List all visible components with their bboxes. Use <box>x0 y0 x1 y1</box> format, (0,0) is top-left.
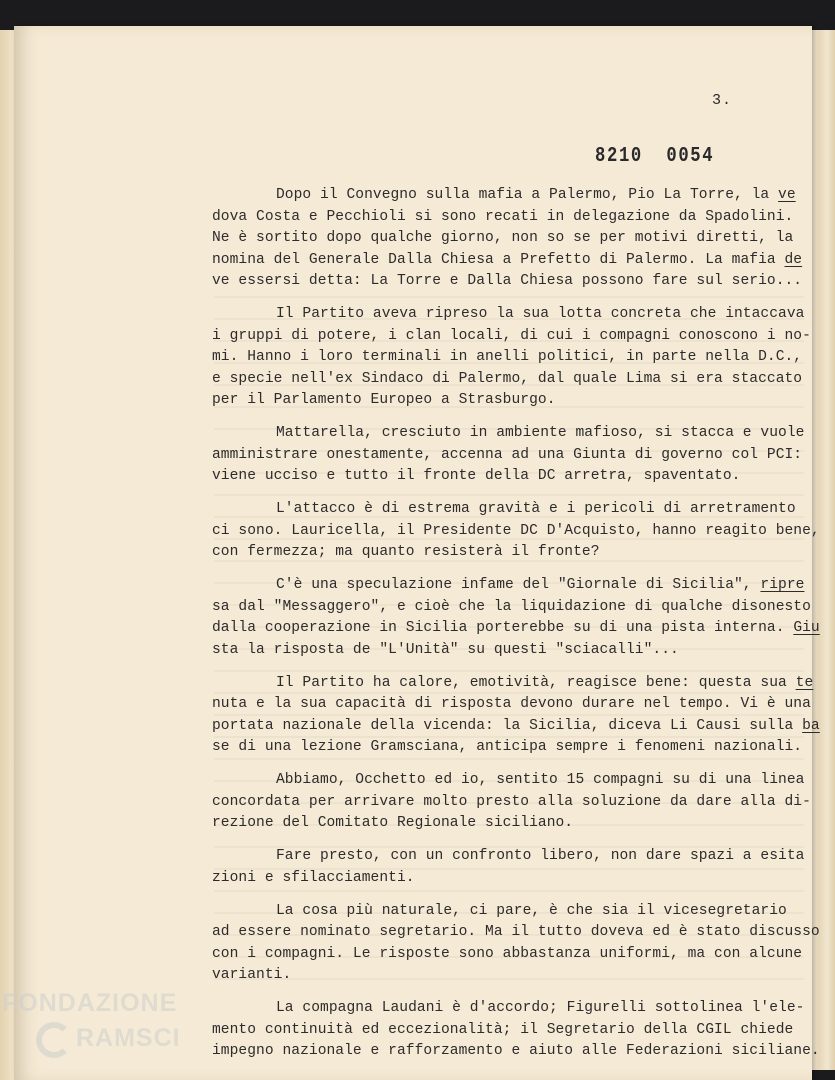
underlined-fragment: de <box>784 251 803 268</box>
text-line: Il Partito ha calore, emotività, reagisce bene: questa sua te <box>276 674 814 691</box>
text-line: dova Costa e Pecchioli si sono recati in delegazione da Spadolini. <box>212 208 794 225</box>
paragraph <box>212 185 812 293</box>
text-line: mi. Hanno i loro terminali in anelli politici, in parte nella D.C., <box>212 349 803 365</box>
text-line: nuta e la sua capacità di risposta devono durare nel tempo. Vi è una <box>212 696 811 712</box>
page-number: 3. <box>712 92 733 109</box>
g-logo-icon <box>36 1022 72 1058</box>
underlined-fragment: Giu <box>793 620 820 636</box>
text-line: viene ucciso e tutto il fronte della DC arretra, spaventato. <box>212 468 741 484</box>
text-line: sa dal "Messaggero", e cioè che la liquidazione di qualche disonesto <box>212 598 811 615</box>
paragraph <box>212 846 812 889</box>
text-line: Abbiamo, Occhetto ed io, sentito 15 compagni su di una linea <box>276 772 805 788</box>
underlined-fragment: te <box>795 674 814 691</box>
text-line: mento continuità ed eccezionalità; il Segretario della CGIL chiede <box>212 1021 794 1038</box>
paragraph <box>212 998 820 1063</box>
underlined-fragment: ve <box>778 187 796 203</box>
text-line: dalla cooperazione in Sicilia porterebbe su di una pista interna. Giu <box>212 620 820 636</box>
text-line: e specie nell'ex Sindaco di Palermo, dal quale Lima si era staccato <box>212 370 803 387</box>
watermark-line-2 <box>2 1018 181 1058</box>
text-line: La cosa più naturale, ci pare, è che sia il vicesegretario <box>276 902 787 919</box>
text-line: con i compagni. Le risposte sono abbastanza uniformi, ma con alcune <box>212 945 803 962</box>
text-line: Mattarella, cresciuto in ambiente mafioso, si stacca e vuole <box>276 425 805 441</box>
paragraph <box>212 423 812 488</box>
paragraph <box>212 499 820 564</box>
previous-page-edge <box>0 30 14 1080</box>
text-line: Dopo il Convegno sulla mafia a Palermo, Pio La Torre, la ve <box>276 187 796 203</box>
text-line: ad essere nominato segretario. Ma il tutto doveva ed è stato discusso <box>212 924 820 940</box>
letter-body <box>212 185 820 1074</box>
text-line: L'attacco è di estrema gravità e i pericoli di arretramento <box>276 501 796 517</box>
watermark-line-1: FONDAZIONE <box>2 989 178 1017</box>
watermark-line-2-text: RAMSCI <box>76 1024 181 1052</box>
text-line: ci sono. Lauricella, il Presidente DC D'Acquisto, hanno reagito bene, <box>212 522 820 539</box>
text-line: con fermezza; ma quanto resisterà il fronte? <box>212 544 600 560</box>
paragraph <box>212 673 820 759</box>
text-line: portata nazionale della vicenda: la Sicilia, diceva Li Causi sulla ba <box>212 717 820 734</box>
text-line: amministrare onestamente, accenna ad una Giunta di governo col PCI: <box>212 446 803 463</box>
underlined-fragment: ripre <box>760 577 805 593</box>
text-line: ve essersi detta: La Torre e Dalla Chiesa possono fare sul serio... <box>212 273 803 289</box>
text-line: varianti. <box>212 967 292 983</box>
text-line: rezione del Comitato Regionale siciliano. <box>212 815 574 831</box>
underlined-fragment: ba <box>802 717 820 734</box>
text-line: Ne è sortito dopo qualche giorno, non so se per motivi diretti, la <box>212 230 794 246</box>
text-line: Il Partito aveva ripreso la sua lotta concreta che intaccava <box>276 306 805 322</box>
text-line: zioni e sfilacciamenti. <box>212 869 415 886</box>
text-line: nomina del Generale Dalla Chiesa a Prefetto di Palermo. La mafia de <box>212 251 803 268</box>
text-line: impegno nazionale e rafforzamento e aiuto alle Federazioni siciliane. <box>212 1043 820 1059</box>
text-line: se di una lezione Gramsciana, anticipa sempre i fenomeni nazionali. <box>212 739 803 755</box>
text-line: Fare presto, con un confronto libero, non dare spazi a esita <box>276 848 805 864</box>
paragraph <box>212 575 820 661</box>
text-line: sta la risposta de "L'Unità" su questi "sciacalli"... <box>212 641 679 658</box>
text-line: La compagna Laudani è d'accordo; Figurelli sottolinea l'ele- <box>276 1000 805 1016</box>
text-line: concordata per arrivare molto presto alla soluzione da dare alla di- <box>212 793 811 810</box>
text-line: per il Parlamento Europeo a Strasburgo. <box>212 392 556 408</box>
paragraph <box>212 901 820 987</box>
paragraph <box>212 304 812 412</box>
paragraph <box>212 770 812 835</box>
text-line: C'è una speculazione infame del "Giornale di Sicilia", ripre <box>276 577 805 593</box>
text-line: i gruppi di potere, i clan locali, di cui i compagni conoscono i no- <box>212 327 811 344</box>
archive-stamp-code: 8210 0054 <box>595 145 715 168</box>
fondazione-gramsci-watermark <box>2 988 181 1058</box>
